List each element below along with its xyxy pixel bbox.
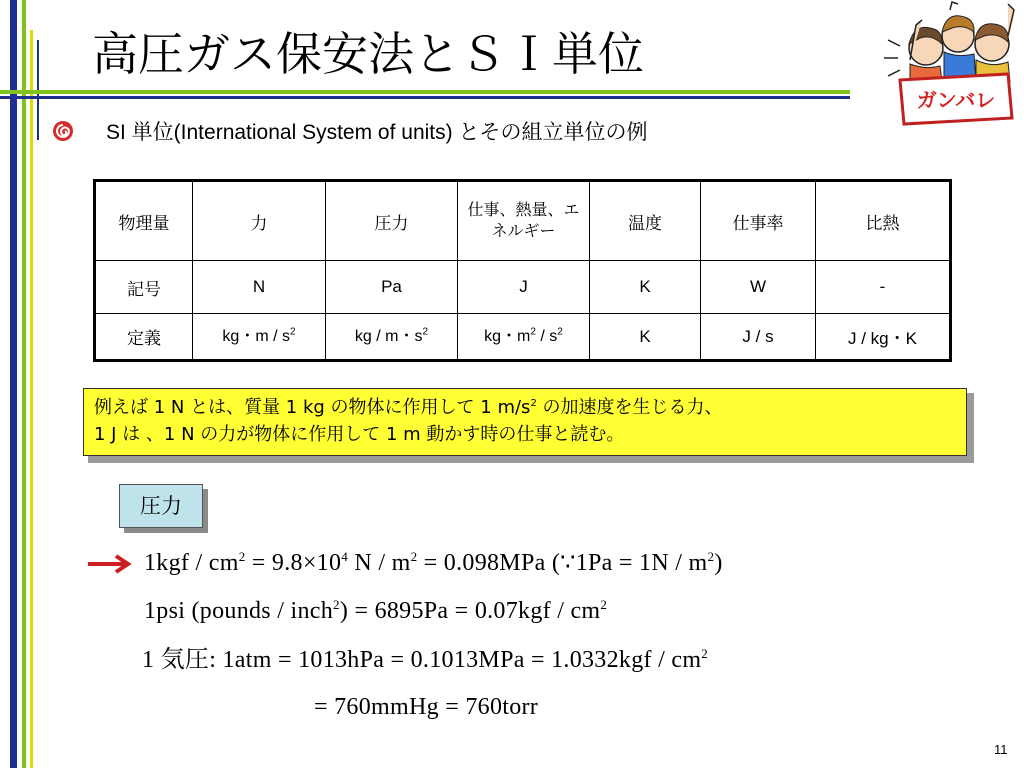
left-bar-green [22,0,26,768]
left-bar-yellow [30,30,33,768]
table-cell: J [458,261,590,314]
table-cell: 定義 [95,314,193,361]
table-cell: kg・m / $s^2$ [193,314,326,361]
equation-kgf: $1kgf / cm^2 = 9.8\times 10^4$ $N / m^2 = 0.098MPa$ (∵1Pa = $1N / m^2$) [144,549,723,576]
si-units-table [93,179,952,362]
equation-psi: 1psi (pounds / inch$^2$) = $6895Pa = 0.07kgf / cm^2$ [144,597,608,624]
red-arrow-icon [86,554,136,574]
example-note [83,388,967,456]
equation-atm: 1 気圧: $1atm = 1013hPa = 0.1013MPa = 1.0332kgf / cm^2$ [142,646,709,673]
ganbare-mascot-illustration [880,0,1020,135]
table-row [95,181,951,261]
table-cell: 記号 [95,261,193,314]
table-cell: 温度 [590,181,701,261]
slide-title: 高圧ガス保安法とＳＩ単位 [92,27,644,81]
table-cell: 圧力 [326,181,458,261]
table-cell: N [193,261,326,314]
banner-text: ガンバレ [916,88,996,112]
page-number: 11 [994,742,1008,757]
table-cell: W [701,261,816,314]
subtitle: SI 単位(International System of units) とその組立単位の例 [106,121,648,144]
table-cell: 力 [193,181,326,261]
table-cell [458,181,590,261]
table-row [95,314,951,361]
energy-header-text: 仕事、熱量、エネルギー [467,202,580,240]
table-cell: - [816,261,951,314]
table-cell: K [590,314,701,361]
note-line-2: 1 J は 、1 N の力が物体に作用して 1 m 動かす時の仕事と読む。 [94,424,625,445]
left-bar-blue [10,0,17,768]
table-cell: J / s [701,314,816,361]
table-cell: K [590,261,701,314]
table-cell: 仕事率 [701,181,816,261]
swirl-bullet-icon [52,120,74,142]
equation-mmhg: = 760mmHg = 760torr [314,694,539,720]
title-underline-green [0,90,850,94]
table-cell: kg・$m^2 / s^2$ [458,314,590,361]
table-row [95,261,951,314]
table-cell: Pa [326,261,458,314]
table-cell: J / kg・K [816,314,951,361]
pressure-label: 圧力 [119,484,203,528]
table-cell: kg / m・$s^2$ [326,314,458,361]
table-cell: 物理量 [95,181,193,261]
table-cell: 比熱 [816,181,951,261]
title-underline-blue [0,96,850,99]
note-line-1: 例えば 1 N とは、質量 1 kg の物体に作用して 1 $m/s^2$ の加速度を生じる力、 [94,397,723,418]
